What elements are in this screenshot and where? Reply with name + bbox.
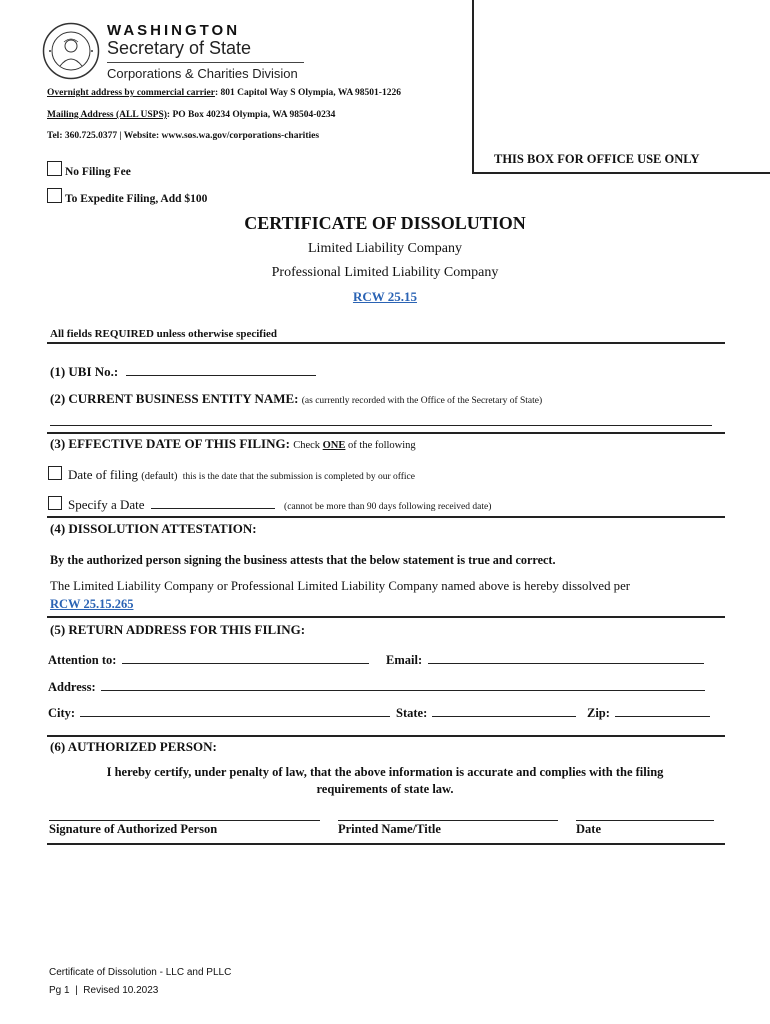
divider xyxy=(47,342,725,344)
rcw-link-text[interactable]: RCW 25.15 xyxy=(352,289,418,304)
date-field[interactable] xyxy=(576,820,714,821)
check-one: ONE xyxy=(322,440,346,451)
rcw-link[interactable] xyxy=(0,289,770,305)
zip-label: Zip: xyxy=(587,706,610,720)
attention-row xyxy=(48,651,369,668)
expedite-label: To Expedite Filing, Add $100 xyxy=(65,193,208,205)
effective-date-label: (3) EFFECTIVE DATE OF THIS FILING: xyxy=(50,436,290,451)
attention-field[interactable] xyxy=(122,651,369,664)
attestation-text: By the authorized person signing the business attests that the below statement is true and correct. xyxy=(50,553,556,567)
contact-line: Tel: 360.725.0377 | Website: www.sos.wa.gov/corporations-charities xyxy=(47,131,320,141)
authorized-person-label: (6) AUTHORIZED PERSON: xyxy=(50,739,217,754)
effective-date-row xyxy=(50,436,416,452)
printed-name-field[interactable] xyxy=(338,820,558,821)
no-fee-option[interactable] xyxy=(47,161,131,178)
rcw-25-15-265-text[interactable]: RCW 25.15.265 xyxy=(50,597,134,611)
header-divider xyxy=(107,62,304,63)
state-label: State: xyxy=(396,706,428,720)
attestation-label: (4) DISSOLUTION ATTESTATION: xyxy=(50,521,257,536)
office-use-box xyxy=(472,0,770,174)
date-of-filing-checkbox[interactable] xyxy=(48,466,62,480)
entity-name-row xyxy=(50,391,542,407)
divider xyxy=(47,516,725,518)
address-row: Address: xyxy=(48,678,705,695)
overnight-value: : 801 Capitol Way S Olympia, WA 98501-1226 xyxy=(214,88,401,98)
expedite-checkbox[interactable] xyxy=(47,188,62,203)
ubi-field[interactable] xyxy=(126,363,316,376)
attention-label: Attention to: xyxy=(48,653,117,667)
ubi-row xyxy=(50,363,316,380)
signature-field[interactable] xyxy=(49,820,320,821)
ubi-label: (1) UBI No.: xyxy=(50,364,119,379)
office-use-label: THIS BOX FOR OFFICE USE ONLY xyxy=(494,152,700,166)
return-address-label: (5) RETURN ADDRESS FOR THIS FILING: xyxy=(50,622,306,637)
specify-date-option[interactable] xyxy=(48,496,491,513)
specify-date-label: Specify a Date xyxy=(68,497,145,512)
form-subtitle-pllc: Professional Limited Liability Company xyxy=(271,265,499,280)
mailing-label: Mailing Address (ALL USPS) xyxy=(47,110,167,120)
date-of-filing-note: this is the date that the submission is completed by our office xyxy=(182,472,415,482)
specify-date-checkbox[interactable] xyxy=(48,496,62,510)
form-title: CERTIFICATE OF DISSOLUTION xyxy=(244,213,526,233)
zip-row xyxy=(587,704,710,721)
division-name: Corporations & Charities Division xyxy=(107,66,298,81)
specify-date-field[interactable] xyxy=(151,496,275,509)
specify-date-note: (cannot be more than 90 days following received date) xyxy=(284,502,492,512)
check-instruction xyxy=(293,440,416,451)
date-of-filing-option[interactable] xyxy=(48,466,415,483)
org-name: WASHINGTON xyxy=(107,22,241,39)
date-of-filing-default: (default) xyxy=(141,471,178,482)
no-fee-label: No Filing Fee xyxy=(65,166,131,178)
certify-line2: requirements of state law. xyxy=(316,782,454,796)
no-fee-checkbox[interactable] xyxy=(47,161,62,176)
mailing-address xyxy=(47,110,335,120)
city-field[interactable] xyxy=(80,704,390,717)
email-row xyxy=(386,651,704,668)
address-field[interactable] xyxy=(101,678,705,691)
state-field[interactable] xyxy=(432,704,576,717)
printed-name-label: Printed Name/Title xyxy=(338,822,441,836)
date-label: Date xyxy=(576,822,601,836)
rcw-25-15-265-link[interactable] xyxy=(50,597,133,612)
entity-name-field[interactable] xyxy=(50,425,712,426)
signature-label: Signature of Authorized Person xyxy=(49,822,218,836)
entity-name-label: (2) CURRENT BUSINESS ENTITY NAME: xyxy=(50,391,299,406)
overnight-address xyxy=(47,88,401,98)
org-subtitle: Secretary of State xyxy=(107,38,252,58)
date-of-filing-label: Date of filing xyxy=(68,467,139,482)
divider xyxy=(47,843,725,845)
footer-page: Pg 1 | Revised 10.2023 xyxy=(49,985,159,996)
check-pre: Check xyxy=(293,440,323,451)
check-post: of the following xyxy=(345,440,416,451)
city-label: City: xyxy=(48,706,76,720)
footer-title: Certificate of Dissolution - LLC and PLLC xyxy=(49,967,232,978)
form-subtitle-llc: Limited Liability Company xyxy=(308,241,462,256)
overnight-label: Overnight address by commercial carrier xyxy=(47,88,215,98)
certify-line1: I hereby certify, under penalty of law, that the above information is accurate and complies with the filing xyxy=(106,765,664,779)
entity-name-note: (as currently recorded with the Office of the Secretary of State) xyxy=(301,396,543,406)
city-row xyxy=(48,704,390,721)
dissolution-statement: The Limited Liability Company or Professional Limited Liability Company named above is hereby dissolved per xyxy=(50,579,631,593)
divider xyxy=(47,432,725,434)
email-label: Email: xyxy=(386,653,423,667)
address-label: Address xyxy=(48,680,92,694)
zip-field[interactable] xyxy=(615,704,710,717)
expedite-option[interactable] xyxy=(47,188,207,205)
divider xyxy=(47,735,725,737)
state-row xyxy=(396,704,576,721)
mailing-value: : PO Box 40234 Olympia, WA 98504-0234 xyxy=(166,110,336,120)
required-note: All fields REQUIRED unless otherwise specified xyxy=(50,328,278,340)
email-field[interactable] xyxy=(428,651,704,664)
divider xyxy=(47,616,725,618)
state-seal-icon xyxy=(42,22,100,80)
